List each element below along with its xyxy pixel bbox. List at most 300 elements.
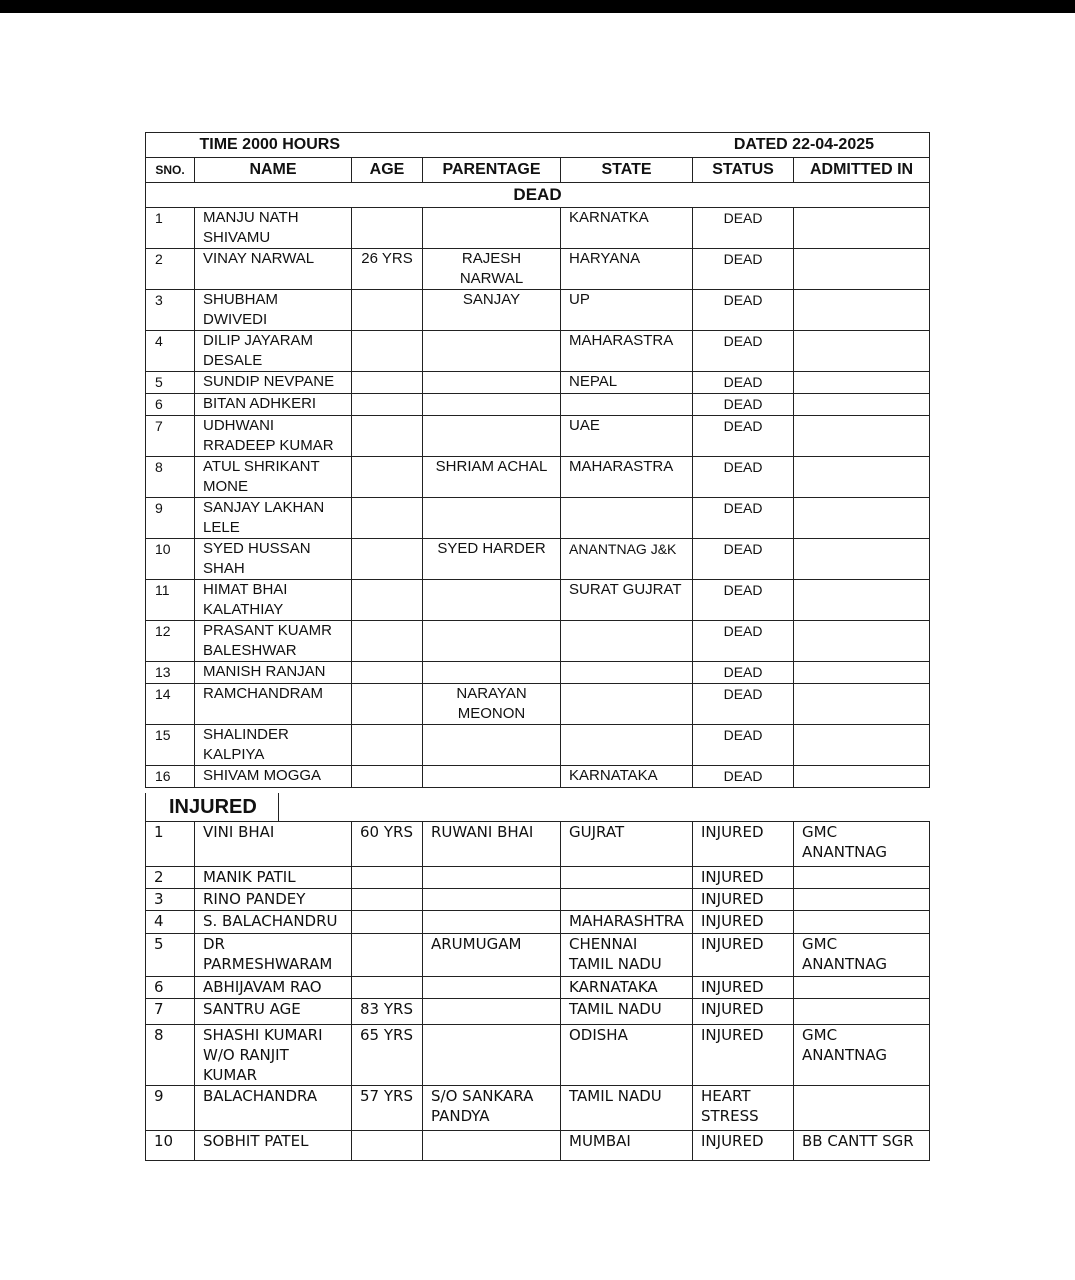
table-row: [146, 416, 930, 457]
row-name-line-2: RAMCHANDRAM: [203, 685, 323, 702]
table-row: [146, 249, 930, 290]
row-sno-line-1: 8: [154, 1026, 164, 1044]
table-row: [146, 867, 930, 889]
row-admitted: [794, 889, 930, 911]
row-state: [561, 1086, 693, 1131]
row-parentage: [423, 1025, 561, 1086]
row-admitted: [794, 621, 930, 662]
table-row: [146, 580, 930, 621]
row-state-line-1: HARYANA: [569, 250, 641, 267]
row-state: [561, 498, 693, 539]
row-parentage: [423, 684, 561, 725]
row-sno-line-1: 7: [154, 1000, 164, 1018]
row-sno: [146, 911, 195, 934]
row-age-line-1: 83 YRS: [360, 1000, 413, 1018]
row-name-line-1: SOBHIT PATEL: [203, 1132, 309, 1150]
report-header: [146, 133, 930, 158]
table-row: [146, 498, 930, 539]
row-name-line-1: SHASHI KUMARI: [203, 1026, 323, 1044]
row-parentage-line-1: SANJAY: [462, 291, 521, 308]
row-name: [195, 249, 352, 290]
table-row: [146, 331, 930, 372]
row-admitted: [794, 539, 930, 580]
row-age-line-1: 57 YRS: [360, 1087, 413, 1105]
row-sno: [146, 889, 195, 911]
row-state: [561, 372, 693, 394]
col-sno: SNO.: [146, 158, 195, 183]
row-sno: [146, 822, 195, 867]
row-name-line-2: PARMESHWARAM: [203, 955, 333, 973]
row-age: [352, 822, 423, 867]
row-name: [195, 498, 352, 539]
row-parentage-line-1: ARUMUGAM: [431, 935, 522, 953]
row-name-line-2: KALATHIAY: [203, 601, 284, 618]
row-state: [561, 331, 693, 372]
row-status-line-2: STRESS: [701, 1107, 759, 1125]
row-name-line-1: SANTRU AGE: [203, 1000, 301, 1018]
row-sno-line-1: 14: [155, 686, 171, 702]
row-age: [352, 725, 423, 766]
injured-section-heading: INJURED: [145, 793, 279, 821]
row-age: [352, 662, 423, 684]
row-admitted-line-2: ANANTNAG: [802, 1046, 887, 1064]
row-state: [561, 999, 693, 1025]
table-row: [146, 1131, 930, 1161]
row-state: [561, 394, 693, 416]
row-state: [561, 208, 693, 249]
row-sno-line-1: 1: [155, 210, 163, 226]
row-name: [195, 208, 352, 249]
row-parentage: [423, 290, 561, 331]
row-age: [352, 208, 423, 249]
row-parentage: [423, 457, 561, 498]
row-state-line-2: TAMIL NADU: [569, 955, 662, 973]
col-parentage: PARENTAGE: [423, 158, 561, 183]
row-sno-line-1: 4: [155, 333, 163, 349]
table-row: [146, 725, 930, 766]
row-status-line-1: INJURED: [701, 912, 764, 930]
row-name: [195, 889, 352, 911]
row-state-line-1: SURAT GUJRAT: [569, 581, 682, 598]
row-age: [352, 911, 423, 934]
row-parentage: [423, 580, 561, 621]
row-status: [693, 290, 794, 331]
row-age: [352, 539, 423, 580]
row-age: [352, 394, 423, 416]
row-status: [693, 977, 794, 999]
row-status: [693, 911, 794, 934]
row-state-line-1: UAE: [569, 417, 600, 434]
row-admitted-line-1: GMC: [802, 823, 838, 841]
row-sno-line-1: 8: [155, 459, 163, 475]
row-state: [561, 934, 693, 977]
row-name: [195, 1025, 352, 1086]
row-sno-line-1: 5: [155, 374, 163, 390]
row-admitted: [794, 684, 930, 725]
injured-table: [145, 821, 930, 1161]
row-name: [195, 822, 352, 867]
row-status-line-1: INJURED: [701, 823, 764, 841]
row-parentage: [423, 621, 561, 662]
row-status-line-1: INJURED: [701, 978, 764, 996]
row-sno: [146, 766, 195, 788]
row-state: [561, 416, 693, 457]
row-name-line-1: ATUL SHRIKANT: [203, 458, 320, 475]
row-admitted: [794, 498, 930, 539]
row-admitted: [794, 1131, 930, 1161]
row-admitted-line-1: BB CANTT SGR: [802, 1132, 914, 1150]
row-sno-line-1: 10: [155, 541, 171, 557]
table-row: [146, 457, 930, 498]
row-status: [693, 999, 794, 1025]
row-parentage: [423, 331, 561, 372]
row-name-line-1: BALACHANDRA: [203, 1087, 318, 1105]
row-name: [195, 1131, 352, 1161]
row-state-line-1: GUJRAT: [569, 823, 625, 841]
row-admitted-line-1: GMC: [802, 935, 838, 953]
row-status: [693, 1131, 794, 1161]
row-status-line-1: DEAD: [723, 418, 763, 434]
row-admitted: [794, 999, 930, 1025]
row-admitted: [794, 934, 930, 977]
row-name-line-1: VINAY NARWAL: [203, 250, 315, 267]
row-status: [693, 662, 794, 684]
row-state-line-1: KARNATKA: [569, 209, 649, 226]
row-state-line-1: NEPAL: [569, 373, 618, 390]
row-sno-line-1: 2: [154, 868, 164, 886]
row-sno: [146, 394, 195, 416]
table-row: [146, 1025, 930, 1086]
row-sno: [146, 621, 195, 662]
row-name-line-1: SHALINDER: [203, 726, 289, 743]
row-parentage: [423, 1131, 561, 1161]
row-name-line-2: SHAH: [203, 560, 245, 577]
row-state: [561, 621, 693, 662]
table-row: [146, 372, 930, 394]
row-status: [693, 498, 794, 539]
row-state: [561, 1025, 693, 1086]
row-name: [195, 867, 352, 889]
row-status: [693, 331, 794, 372]
row-status: [693, 394, 794, 416]
row-age: [352, 766, 423, 788]
row-sno-line-1: 12: [155, 623, 171, 639]
row-sno-line-1: 9: [154, 1087, 164, 1105]
row-status-line-1: DEAD: [723, 210, 763, 226]
row-sno-line-1: 15: [155, 727, 171, 743]
row-name-line-2: W/O RANJIT: [203, 1046, 289, 1064]
row-state: [561, 457, 693, 498]
row-parentage: [423, 822, 561, 867]
row-name: [195, 457, 352, 498]
row-name: [195, 934, 352, 977]
row-age: [352, 889, 423, 911]
row-state-line-1: ODISHA: [569, 1026, 628, 1044]
table-row: [146, 208, 930, 249]
row-sno: [146, 934, 195, 977]
row-admitted: [794, 372, 930, 394]
row-state: [561, 580, 693, 621]
row-sno: [146, 725, 195, 766]
row-sno-line-1: 5: [154, 935, 164, 953]
row-age: [352, 331, 423, 372]
row-status: [693, 416, 794, 457]
row-status-line-1: DEAD: [723, 251, 763, 267]
row-parentage: [423, 1086, 561, 1131]
row-name-line-1: MANIK PATIL: [203, 868, 296, 886]
row-age-line-1: 60 YRS: [360, 823, 413, 841]
row-admitted-line-2: ANANTNAG: [802, 843, 887, 861]
row-status: [693, 822, 794, 867]
row-state-line-1: KARNATAKA: [569, 767, 658, 784]
row-sno: [146, 208, 195, 249]
row-admitted-line-2: ANANTNAG: [802, 955, 887, 973]
row-status: [693, 249, 794, 290]
row-state-line-1: MAHARASTRA: [569, 332, 674, 349]
row-sno-line-1: 6: [155, 396, 163, 412]
table-row: [146, 822, 930, 867]
row-parentage: [423, 999, 561, 1025]
row-sno: [146, 1131, 195, 1161]
row-name: [195, 416, 352, 457]
row-name: [195, 1086, 352, 1131]
row-parentage: [423, 394, 561, 416]
dead-section-heading: DEAD: [146, 183, 930, 208]
row-state-line-1: MUMBAI: [569, 1132, 631, 1150]
row-state: [561, 977, 693, 999]
row-status-line-1: DEAD: [723, 500, 763, 516]
row-name-line-1: S. BALACHANDRU: [203, 912, 338, 930]
row-parentage-line-1: NARAYAN: [456, 685, 527, 702]
row-parentage-line-1: SYED HARDER: [437, 540, 546, 557]
row-name: [195, 911, 352, 934]
row-parentage: [423, 416, 561, 457]
row-sno-line-1: 6: [154, 978, 164, 996]
row-sno: [146, 331, 195, 372]
row-state-line-1: UP: [569, 291, 590, 308]
row-name: [195, 539, 352, 580]
row-name: [195, 766, 352, 788]
row-sno-line-1: 3: [155, 292, 163, 308]
injured-table-wrap: [145, 821, 929, 1161]
row-status: [693, 867, 794, 889]
row-sno: [146, 457, 195, 498]
injured-rows: [146, 822, 930, 1161]
row-sno-line-1: 3: [154, 890, 164, 908]
row-name: [195, 684, 352, 725]
table-row: [146, 621, 930, 662]
row-name-line-1: MANISH RANJAN: [203, 663, 326, 680]
row-name: [195, 372, 352, 394]
row-parentage: [423, 372, 561, 394]
row-parentage: [423, 977, 561, 999]
col-name: NAME: [195, 158, 352, 183]
row-sno-line-1: 10: [154, 1132, 174, 1150]
row-name: [195, 394, 352, 416]
row-name: [195, 290, 352, 331]
row-state: [561, 684, 693, 725]
row-state: [561, 766, 693, 788]
row-sno-line-1: 11: [155, 582, 170, 598]
table-row: [146, 1086, 930, 1131]
row-state: [561, 662, 693, 684]
top-black-bar: [0, 0, 1075, 13]
row-admitted: [794, 867, 930, 889]
row-parentage: [423, 498, 561, 539]
row-name-line-1: SHIVAM MOGGA: [203, 767, 322, 784]
row-state-line-1: ANANTNAG J&K: [569, 541, 677, 557]
row-name-line-1: SANJAY LAKHAN: [203, 499, 325, 516]
row-name-line-2: DWIVEDI: [203, 311, 268, 328]
row-state: [561, 911, 693, 934]
row-name-line-2: LELE: [203, 519, 240, 536]
row-admitted: [794, 394, 930, 416]
row-sno: [146, 1086, 195, 1131]
row-status-line-1: DEAD: [723, 396, 763, 412]
row-name-line-1: MANJU NATH: [203, 209, 299, 226]
row-age: [352, 1086, 423, 1131]
row-name-line-2: MONE: [203, 478, 248, 495]
row-status-line-1: DEAD: [723, 686, 763, 702]
row-sno-line-1: 4: [154, 912, 164, 930]
row-status-line-1: DEAD: [723, 292, 763, 308]
row-age: [352, 684, 423, 725]
row-state-line-1: MAHARASTRA: [569, 458, 674, 475]
table-row: [146, 911, 930, 934]
table-row: [146, 934, 930, 977]
row-age: [352, 416, 423, 457]
row-admitted: [794, 977, 930, 999]
row-name: [195, 662, 352, 684]
row-age: [352, 999, 423, 1025]
row-state-line-1: TAMIL NADU: [569, 1000, 662, 1018]
row-sno: [146, 416, 195, 457]
row-parentage-line-2: NARWAL: [459, 270, 524, 287]
row-parentage: [423, 249, 561, 290]
row-parentage-line-1: RUWANI BHAI: [431, 823, 534, 841]
row-status: [693, 684, 794, 725]
row-parentage: [423, 208, 561, 249]
report-time: TIME 2000 HOURS: [195, 133, 561, 158]
row-admitted: [794, 290, 930, 331]
column-headers: [146, 158, 930, 183]
row-name-line-2: DESALE: [203, 352, 263, 369]
row-age: [352, 867, 423, 889]
row-admitted: [794, 662, 930, 684]
row-sno: [146, 977, 195, 999]
row-status-line-1: INJURED: [701, 1000, 764, 1018]
row-sno: [146, 249, 195, 290]
row-admitted: [794, 911, 930, 934]
table-row: [146, 977, 930, 999]
row-parentage: [423, 539, 561, 580]
row-name-line-1: BITAN ADHKERI: [203, 395, 317, 412]
row-age: [352, 290, 423, 331]
row-sno-line-1: 7: [155, 418, 163, 434]
row-name-line-1: DILIP JAYARAM: [203, 332, 314, 349]
row-admitted: [794, 822, 930, 867]
row-name: [195, 331, 352, 372]
row-parentage: [423, 889, 561, 911]
row-sno: [146, 1025, 195, 1086]
row-age: [352, 1025, 423, 1086]
row-age: [352, 498, 423, 539]
row-age: [352, 249, 423, 290]
row-parentage: [423, 934, 561, 977]
row-status: [693, 580, 794, 621]
row-status: [693, 621, 794, 662]
row-state-line-1: MAHARASHTRA: [569, 912, 684, 930]
row-status: [693, 457, 794, 498]
row-parentage-line-2: PANDYA: [431, 1107, 490, 1125]
row-status-line-1: DEAD: [723, 459, 763, 475]
row-state: [561, 539, 693, 580]
row-name: [195, 580, 352, 621]
row-sno: [146, 867, 195, 889]
row-sno: [146, 498, 195, 539]
row-state: [561, 822, 693, 867]
row-admitted: [794, 766, 930, 788]
row-sno: [146, 372, 195, 394]
row-state: [561, 889, 693, 911]
row-status: [693, 372, 794, 394]
row-name: [195, 977, 352, 999]
row-status: [693, 934, 794, 977]
row-status-line-1: INJURED: [701, 868, 764, 886]
row-status-line-1: HEART: [701, 1087, 751, 1105]
row-sno-line-1: 9: [155, 500, 163, 516]
row-name-line-3: KUMAR: [203, 1066, 258, 1084]
row-status-line-1: INJURED: [701, 935, 764, 953]
row-name-line-1: ABHIJAVAM RAO: [203, 978, 322, 996]
row-sno: [146, 539, 195, 580]
row-state-line-1: TAMIL NADU: [569, 1087, 662, 1105]
row-state-line-1: KARNATAKA: [569, 978, 658, 996]
col-age: AGE: [352, 158, 423, 183]
row-sno-line-1: 13: [155, 664, 171, 680]
row-status-line-1: DEAD: [723, 664, 763, 680]
row-status: [693, 1086, 794, 1131]
row-parentage-line-1: S/O SANKARA: [431, 1087, 534, 1105]
row-status-line-1: INJURED: [701, 1132, 764, 1150]
row-status: [693, 766, 794, 788]
row-status: [693, 725, 794, 766]
row-name-line-1: VINI BHAI: [203, 823, 275, 841]
row-admitted: [794, 249, 930, 290]
row-age: [352, 372, 423, 394]
row-admitted: [794, 331, 930, 372]
row-state: [561, 1131, 693, 1161]
row-age: [352, 621, 423, 662]
row-state: [561, 725, 693, 766]
row-age: [352, 934, 423, 977]
row-age: [352, 580, 423, 621]
table-row: [146, 539, 930, 580]
row-admitted: [794, 580, 930, 621]
row-name: [195, 999, 352, 1025]
row-parentage: [423, 911, 561, 934]
row-sno-line-1: 2: [155, 251, 163, 267]
row-sno: [146, 999, 195, 1025]
row-state: [561, 249, 693, 290]
row-state: [561, 290, 693, 331]
row-admitted-line-1: GMC: [802, 1026, 838, 1044]
casualty-list-sheet: [145, 132, 929, 788]
row-sno: [146, 684, 195, 725]
row-status-line-1: DEAD: [723, 333, 763, 349]
row-admitted: [794, 1025, 930, 1086]
row-name-line-2: BALESHWAR: [203, 642, 297, 659]
